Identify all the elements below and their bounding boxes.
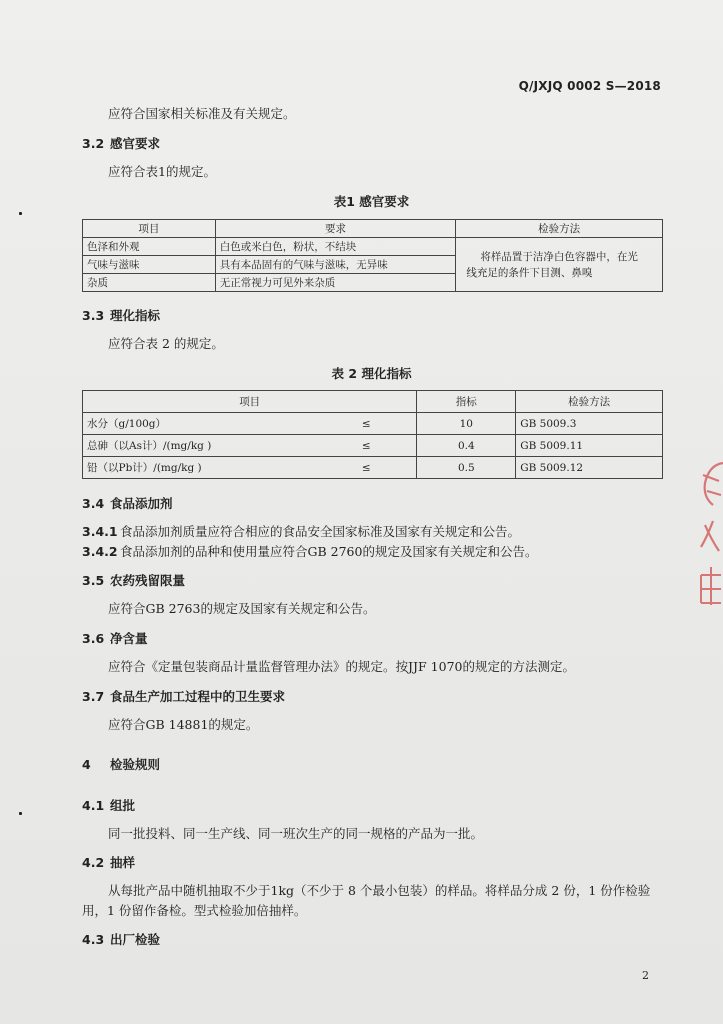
section-heading-3-5: 3.5 农药残留限量 xyxy=(82,573,186,588)
section-heading-4-2: 4.2 抽样 xyxy=(82,855,136,870)
paragraph: 从每批产品中随机抽取不少于1kg（不少于 8 个最小包装）的样品。将样品分成 2 份，1 份作检验 xyxy=(108,883,651,898)
section-heading-3-4: 3.4 食品添加剂 xyxy=(82,496,173,511)
paragraph: 同一批投料、同一生产线、同一班次生产的同一规格的产品为一批。 xyxy=(108,826,484,841)
sensory-table xyxy=(82,219,663,292)
table-cell: 铅（以Pb计）/(mg/kg ) xyxy=(83,457,317,479)
table-row xyxy=(83,457,663,479)
table-row xyxy=(83,413,663,435)
table-header: 检验方法 xyxy=(516,391,663,413)
table-header: 要求 xyxy=(215,220,456,238)
binding-mark xyxy=(19,212,22,215)
table-cell: 气味与滋味 xyxy=(83,256,216,274)
method-cell: 将样品置于洁净白色容器中，在光 线充足的条件下目测、鼻嗅 xyxy=(456,238,663,292)
section-heading-4-3: 4.3 出厂检验 xyxy=(82,932,161,947)
section-heading-4: 4 检验规则 xyxy=(82,757,161,772)
table-cell: 0.4 xyxy=(417,435,516,457)
paragraph: 应符合国家相关标准及有关规定。 xyxy=(108,106,296,121)
paragraph: 应符合《定量包装商品计量监督管理办法》的规定。按JJF 1070的规定的方法测定。 xyxy=(108,659,575,674)
table-cell: 杂质 xyxy=(83,274,216,292)
table-cell: 总砷（以As计）/(mg/kg ) xyxy=(83,435,317,457)
paragraph: 应符合GB 2763的规定及国家有关规定和公告。 xyxy=(108,601,376,616)
red-seal-stamp xyxy=(695,455,723,615)
table-cell: GB 5009.12 xyxy=(516,457,663,479)
table-header: 项目 xyxy=(83,220,216,238)
table-cell: GB 5009.11 xyxy=(516,435,663,457)
section-heading-3-2: 3.2 感官要求 xyxy=(82,136,161,151)
table-row xyxy=(83,435,663,457)
table-cell: 白色或米白色，粉状，不结块 xyxy=(215,238,456,256)
section-heading-3-6: 3.6 净含量 xyxy=(82,631,148,646)
table-header: 项目 xyxy=(83,391,417,413)
table-row xyxy=(83,238,663,256)
section-heading-3-7: 3.7 食品生产加工过程中的卫生要求 xyxy=(82,689,286,704)
table-header: 检验方法 xyxy=(456,220,663,238)
paragraph: 应符合表1的规定。 xyxy=(108,164,216,179)
standard-code: Q/JXJQ 0002 S—2018 xyxy=(518,79,661,93)
clause-3-4-1: 3.4.1 食品添加剂质量应符合相应的食品安全国家标准及国家有关规定和公告。 xyxy=(82,524,521,539)
table-cell: 水分（g/100g） xyxy=(83,413,317,435)
page-number: 2 xyxy=(642,969,649,982)
table-cell: 色泽和外观 xyxy=(83,238,216,256)
physicochemical-table xyxy=(82,390,663,479)
section-heading-4-1: 4.1 组批 xyxy=(82,798,136,813)
table-cell: 0.5 xyxy=(417,457,516,479)
paragraph: 应符合表 2 的规定。 xyxy=(108,336,224,351)
table2-caption: 表 2 理化指标 xyxy=(331,366,412,381)
table-cell: 无正常视力可见外来杂质 xyxy=(215,274,456,292)
paragraph: 用，1 份留作备检。型式检验加倍抽样。 xyxy=(82,903,307,918)
table-header: 指标 xyxy=(417,391,516,413)
table1-caption: 表1 感官要求 xyxy=(333,194,410,209)
table-cell: 10 xyxy=(417,413,516,435)
table-cell: 具有本品固有的气味与滋味，无异味 xyxy=(215,256,456,274)
binding-mark xyxy=(19,812,22,815)
table-cell: GB 5009.3 xyxy=(516,413,663,435)
table-cell: ≤ xyxy=(316,435,417,457)
paragraph: 应符合GB 14881的规定。 xyxy=(108,717,259,732)
table-cell: ≤ xyxy=(316,413,417,435)
table-cell: ≤ xyxy=(316,457,417,479)
section-heading-3-3: 3.3 理化指标 xyxy=(82,308,161,323)
clause-3-4-2: 3.4.2 食品添加剂的品种和使用量应符合GB 2760的规定及国家有关规定和公告。 xyxy=(82,544,538,559)
